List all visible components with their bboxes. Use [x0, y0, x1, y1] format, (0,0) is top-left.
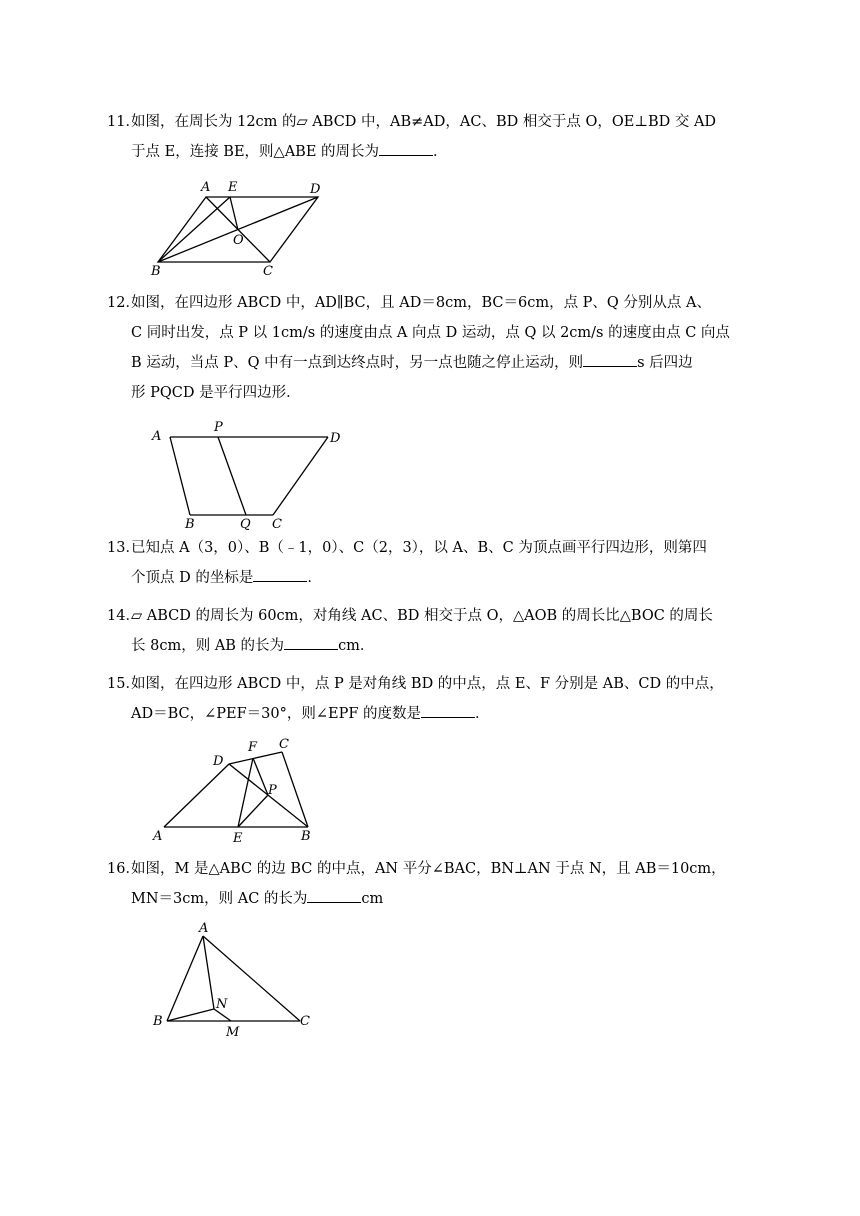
label-b: B — [151, 264, 161, 279]
question-text: MN＝3cm，则 AC 的长为 — [131, 891, 308, 907]
label-b: B — [185, 517, 195, 532]
figure-11-parallelogram — [150, 178, 330, 278]
question-text: s 后四边 — [637, 355, 693, 371]
question-11 — [107, 107, 741, 167]
label-d: D — [330, 431, 341, 446]
question-text: 如图，在四边形 ABCD 中，点 P 是对角线 BD 的中点，点 E、F 分别是 AB、CD 的中点， — [131, 676, 724, 692]
label-m: M — [226, 1025, 240, 1040]
figure-15-quadrilateral — [150, 735, 330, 845]
question-text: 形 PQCD 是平行四边形． — [131, 385, 301, 401]
question-number: 16． — [107, 861, 140, 877]
label-n: N — [216, 997, 228, 1012]
question-16 — [107, 854, 741, 914]
question-text: 如图，在四边形 ABCD 中，AD∥BC，且 AD＝8cm，BC＝6cm，点 P、Q 分别从点 A、 — [131, 295, 712, 311]
label-d: D — [310, 182, 321, 197]
question-number: 13． — [107, 540, 140, 556]
question-text: cm — [361, 891, 384, 907]
label-b: B — [153, 1014, 163, 1029]
answer-blank[interactable] — [583, 351, 637, 367]
label-c: C — [279, 737, 289, 752]
question-text: ▱ ABCD 的周长为 60cm，对角线 AC、BD 相交于点 O，△AOB 的周长比△BOC 的周长 — [131, 608, 713, 624]
question-15 — [107, 669, 741, 729]
question-text: 如图，在周长为 12cm 的▱ ABCD 中，AB≠AD，AC、BD 相交于点 O，OE⊥BD 交 AD — [131, 114, 717, 130]
label-f: F — [248, 740, 258, 755]
question-text: 长 8cm，则 AB 的长为 — [131, 638, 285, 654]
question-number: 15． — [107, 676, 140, 692]
question-text: C 同时出发，点 P 以 1cm/s 的速度由点 A 向点 D 运动，点 Q 以 2cm/s 的速度由点 C 向点 — [131, 325, 730, 341]
answer-blank[interactable] — [307, 887, 361, 903]
label-p: P — [214, 420, 223, 435]
label-o: O — [233, 233, 244, 248]
punctuation: ． — [307, 570, 322, 586]
answer-blank[interactable] — [284, 634, 338, 650]
label-e: E — [233, 831, 243, 846]
label-c: C — [272, 517, 282, 532]
question-text: 于点 E，连接 BE，则△ABE 的周长为 — [131, 144, 380, 160]
label-c: C — [300, 1014, 310, 1029]
label-b: B — [301, 829, 311, 844]
question-text: AD＝BC，∠PEF＝30°，则∠EPF 的度数是 — [131, 706, 422, 722]
figure-16-triangle — [150, 920, 320, 1040]
question-text: 如图，M 是△ABC 的边 BC 的中点，AN 平分∠BAC，BN⊥AN 于点 N，且 AB＝10cm， — [131, 861, 726, 877]
question-12 — [107, 288, 741, 408]
label-a: A — [201, 180, 211, 195]
question-14 — [107, 601, 741, 661]
question-text: 个顶点 D 的坐标是 — [131, 570, 254, 586]
answer-blank[interactable] — [421, 702, 475, 718]
label-a: A — [199, 921, 209, 936]
question-number: 14． — [107, 608, 140, 624]
punctuation: ． — [433, 144, 448, 160]
label-a: A — [152, 429, 162, 444]
label-a: A — [153, 829, 163, 844]
punctuation: ． — [475, 706, 490, 722]
answer-blank[interactable] — [253, 566, 307, 582]
label-p: P — [268, 783, 277, 798]
question-text: B 运动，当点 P、Q 中有一点到达终点时，另一点也随之停止运动，则 — [131, 355, 584, 371]
question-13 — [107, 533, 741, 593]
question-text: 已知点 A（3，0）、B（﹣1，0）、C（2，3），以 A、B、C 为顶点画平行四边形，则第四 — [131, 540, 707, 556]
question-number: 11． — [107, 114, 140, 130]
question-number: 12． — [107, 295, 140, 311]
label-d: D — [213, 754, 224, 769]
label-e: E — [228, 180, 238, 195]
figure-12-trapezoid — [148, 420, 348, 532]
label-q: Q — [240, 517, 251, 532]
question-text: cm． — [338, 638, 375, 654]
label-c: C — [263, 264, 273, 279]
answer-blank[interactable] — [379, 140, 433, 156]
